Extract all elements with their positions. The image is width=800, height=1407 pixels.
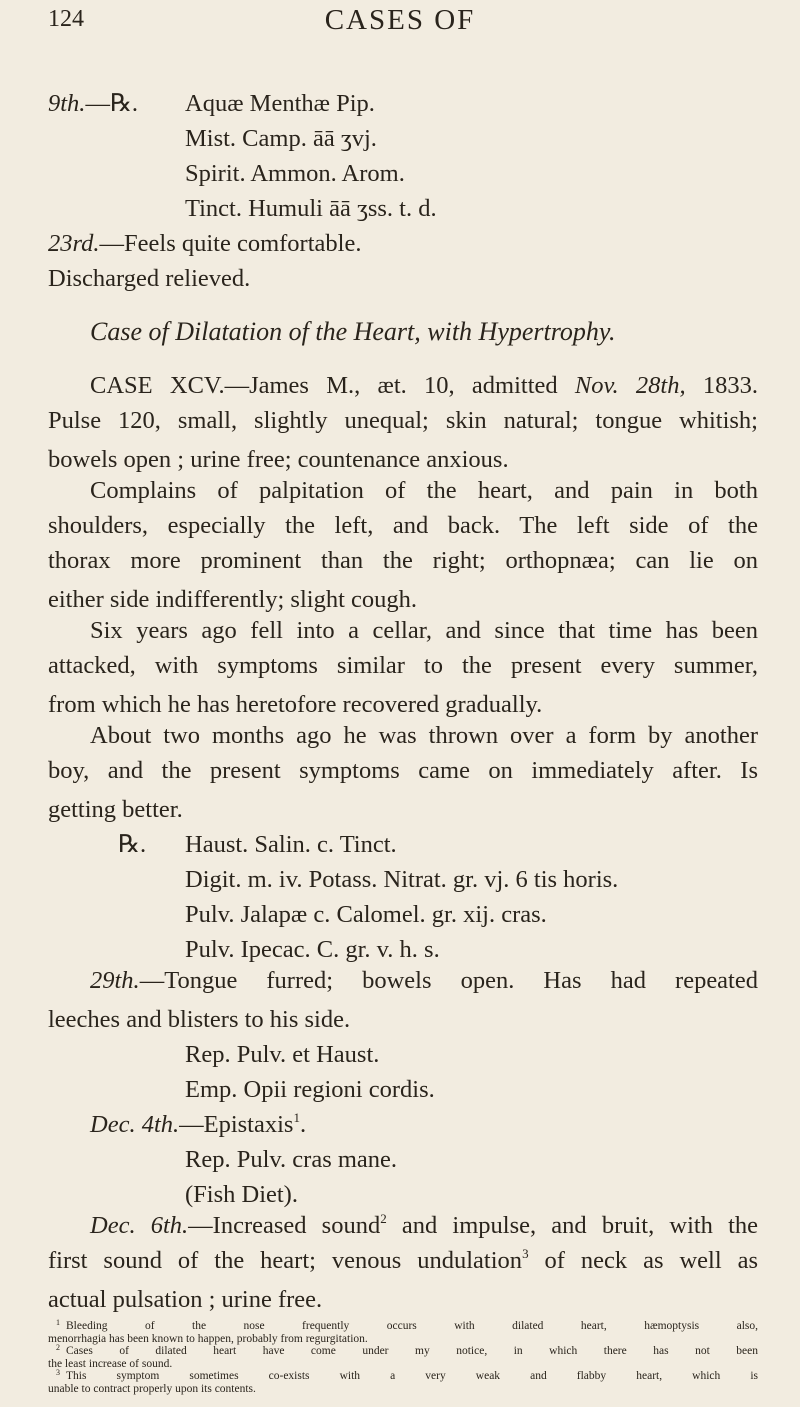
entry-dec-4th: Dec. 4th.—Epistaxis$^1$. <box>90 1110 307 1138</box>
text-line: bowels open ; urine free; countenance anxious. <box>48 446 509 473</box>
case-heading-line: CASE XCV.—James M., æt. 10, admitted Nov. 28th, 1833. <box>90 372 759 399</box>
text-line: Discharged relieved. <box>48 265 251 292</box>
date-label: 9th. <box>48 90 86 117</box>
entry-29th: 29th.—Tongue furred; bowels open. Has had repeated <box>90 967 758 994</box>
text-line: first sound of the heart; venous undulation$^3$ of neck as well as <box>48 1246 759 1274</box>
text-line: attacked, with symptoms similar to the present every summer, <box>48 652 758 679</box>
footnote-ref: 3 <box>522 1246 529 1261</box>
rx-line: Aquæ Menthæ Pip. <box>185 90 375 117</box>
rx-line: Rep. Pulv. et Haust. <box>185 1041 380 1068</box>
rx-line: Haust. Salin. c. Tinct. <box>185 831 397 858</box>
footnote-1: $^1$ Bleeding of the nose frequently occurs with dilated heart, hæmoptysis also, menorrhagia has been known to happen, probably from regurgitation. <box>48 1318 758 1345</box>
text-line: leeches and blisters to his side. <box>48 1006 351 1033</box>
rx-line: Tinct. Humuli āā ʒss. t. d. <box>185 195 437 222</box>
footnote-2: $^2$ Cases of dilated heart have come under my notice, in which there has not been the least increase of sound. <box>48 1343 758 1370</box>
text-line: thorax more prominent than the right; orthopnæa; can lie on <box>48 547 758 574</box>
case-title: Case of Dilatation of the Heart, with Hypertrophy. <box>90 317 616 346</box>
text-line: from which he has heretofore recovered gradually. <box>48 691 543 718</box>
entry-dec-6th: Dec. 6th.—Increased sound$^2$ and impulse, and bruit, with the <box>90 1211 759 1239</box>
rx-line: (Fish Diet). <box>185 1181 298 1208</box>
running-title: CASES OF <box>324 4 476 36</box>
page-number: 124 <box>48 6 84 32</box>
text-line: shoulders, especially the left, and back. The left side of the <box>48 512 758 539</box>
footnote-3: $^3$ This symptom sometimes co-exists with a very weak and flabby heart, which is unable to contract properly upon its contents. <box>48 1368 758 1395</box>
rx-line: Pulv. Ipecac. C. gr. v. h. s. <box>185 936 440 963</box>
rx-line: Mist. Camp. āā ʒvj. <box>185 125 377 152</box>
rx-symbol: ℞. <box>118 831 147 858</box>
rx-line: Spirit. Ammon. Arom. <box>185 160 405 187</box>
text-line: getting better. <box>48 796 183 823</box>
rx-line: Emp. Opii regioni cordis. <box>185 1076 435 1103</box>
text-line: About two months ago he was thrown over a form by another <box>90 722 758 749</box>
text-line: actual pulsation ; urine free. <box>48 1286 323 1313</box>
rx-line: Rep. Pulv. cras mane. <box>185 1146 398 1173</box>
text-line: Complains of palpitation of the heart, and pain in both <box>90 477 758 504</box>
text-line: either side indifferently; slight cough. <box>48 586 418 613</box>
rx-line: Pulv. Jalapæ c. Calomel. gr. xij. cras. <box>185 901 547 928</box>
text-line: boy, and the present symptoms came on immediately after. Is <box>48 757 758 784</box>
rx-line: Digit. m. iv. Potass. Nitrat. gr. vj. 6 tis horis. <box>185 866 619 893</box>
footnote-ref: 2 <box>380 1211 387 1226</box>
footnote-ref: 1 <box>293 1110 300 1125</box>
text-line: Pulse 120, small, slightly unequal; skin natural; tongue whitish; <box>48 407 758 434</box>
entry-9th: 9th.—℞. <box>48 90 139 117</box>
entry-23rd: 23rd.—Feels quite comfortable. <box>48 230 362 257</box>
text-line: Six years ago fell into a cellar, and since that time has been <box>90 617 758 644</box>
